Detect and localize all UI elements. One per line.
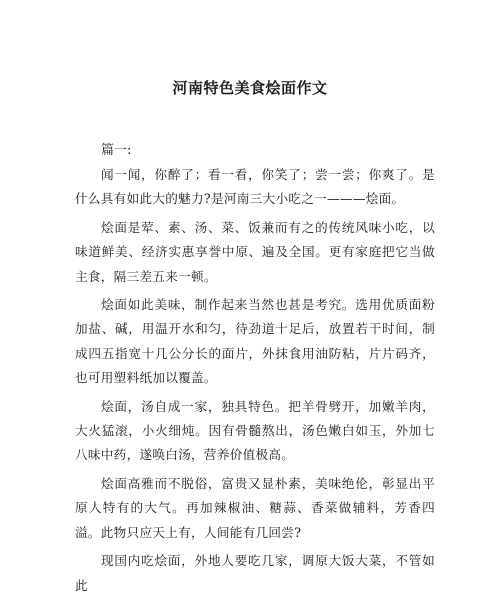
document-title: 河南特色美食烩面作文 — [172, 79, 328, 97]
section-heading: 篇一: — [101, 143, 132, 158]
document-body — [75, 163, 435, 602]
paragraph: 闻一闻，你醉了；看一看，你笑了；尝一尝；你爽了。是什么具有如此大的魅力?是河南三大小吃之一———烩面。 — [75, 167, 435, 207]
paragraph: 烩面，汤自成一家，独具特色。把羊骨劈开，加嫩羊肉，大火猛滚，小火细炖。因有骨髓熬出，汤色嫩白如玉，外加七八味中药，遂唤白汤，营养价值极高。 — [75, 398, 435, 463]
paragraph: 现国内吃烩面，外地人要吃几家，调原大饭大菜，不管如此 — [75, 553, 435, 593]
paragraph: 烩面高雅而不脱俗，富贵又显朴素，美味绝伦，彰显出平原人特有的大气。再加辣椒油、糖蒜、香菜做辅料，芳香四溢。此物只应天上有，人间能有几回尝? — [75, 475, 435, 540]
paragraph: 烩面如此美味，制作起来当然也甚是考究。选用优质面粉加盐、碱，用温开水和匀，待劲道十足后，放置若干时间，制成四五指宽十几公分长的面片，外抹食用油防粘，片片码齐，也可用塑料纸加以覆盖。 — [75, 297, 435, 386]
paragraph: 烩面是荤、素、汤、菜、饭兼而有之的传统风味小吃，以味道鲜美、经济实惠享誉中原、遍及全国。更有家庭把它当做主食，隔三差五来一顿。 — [75, 219, 435, 284]
